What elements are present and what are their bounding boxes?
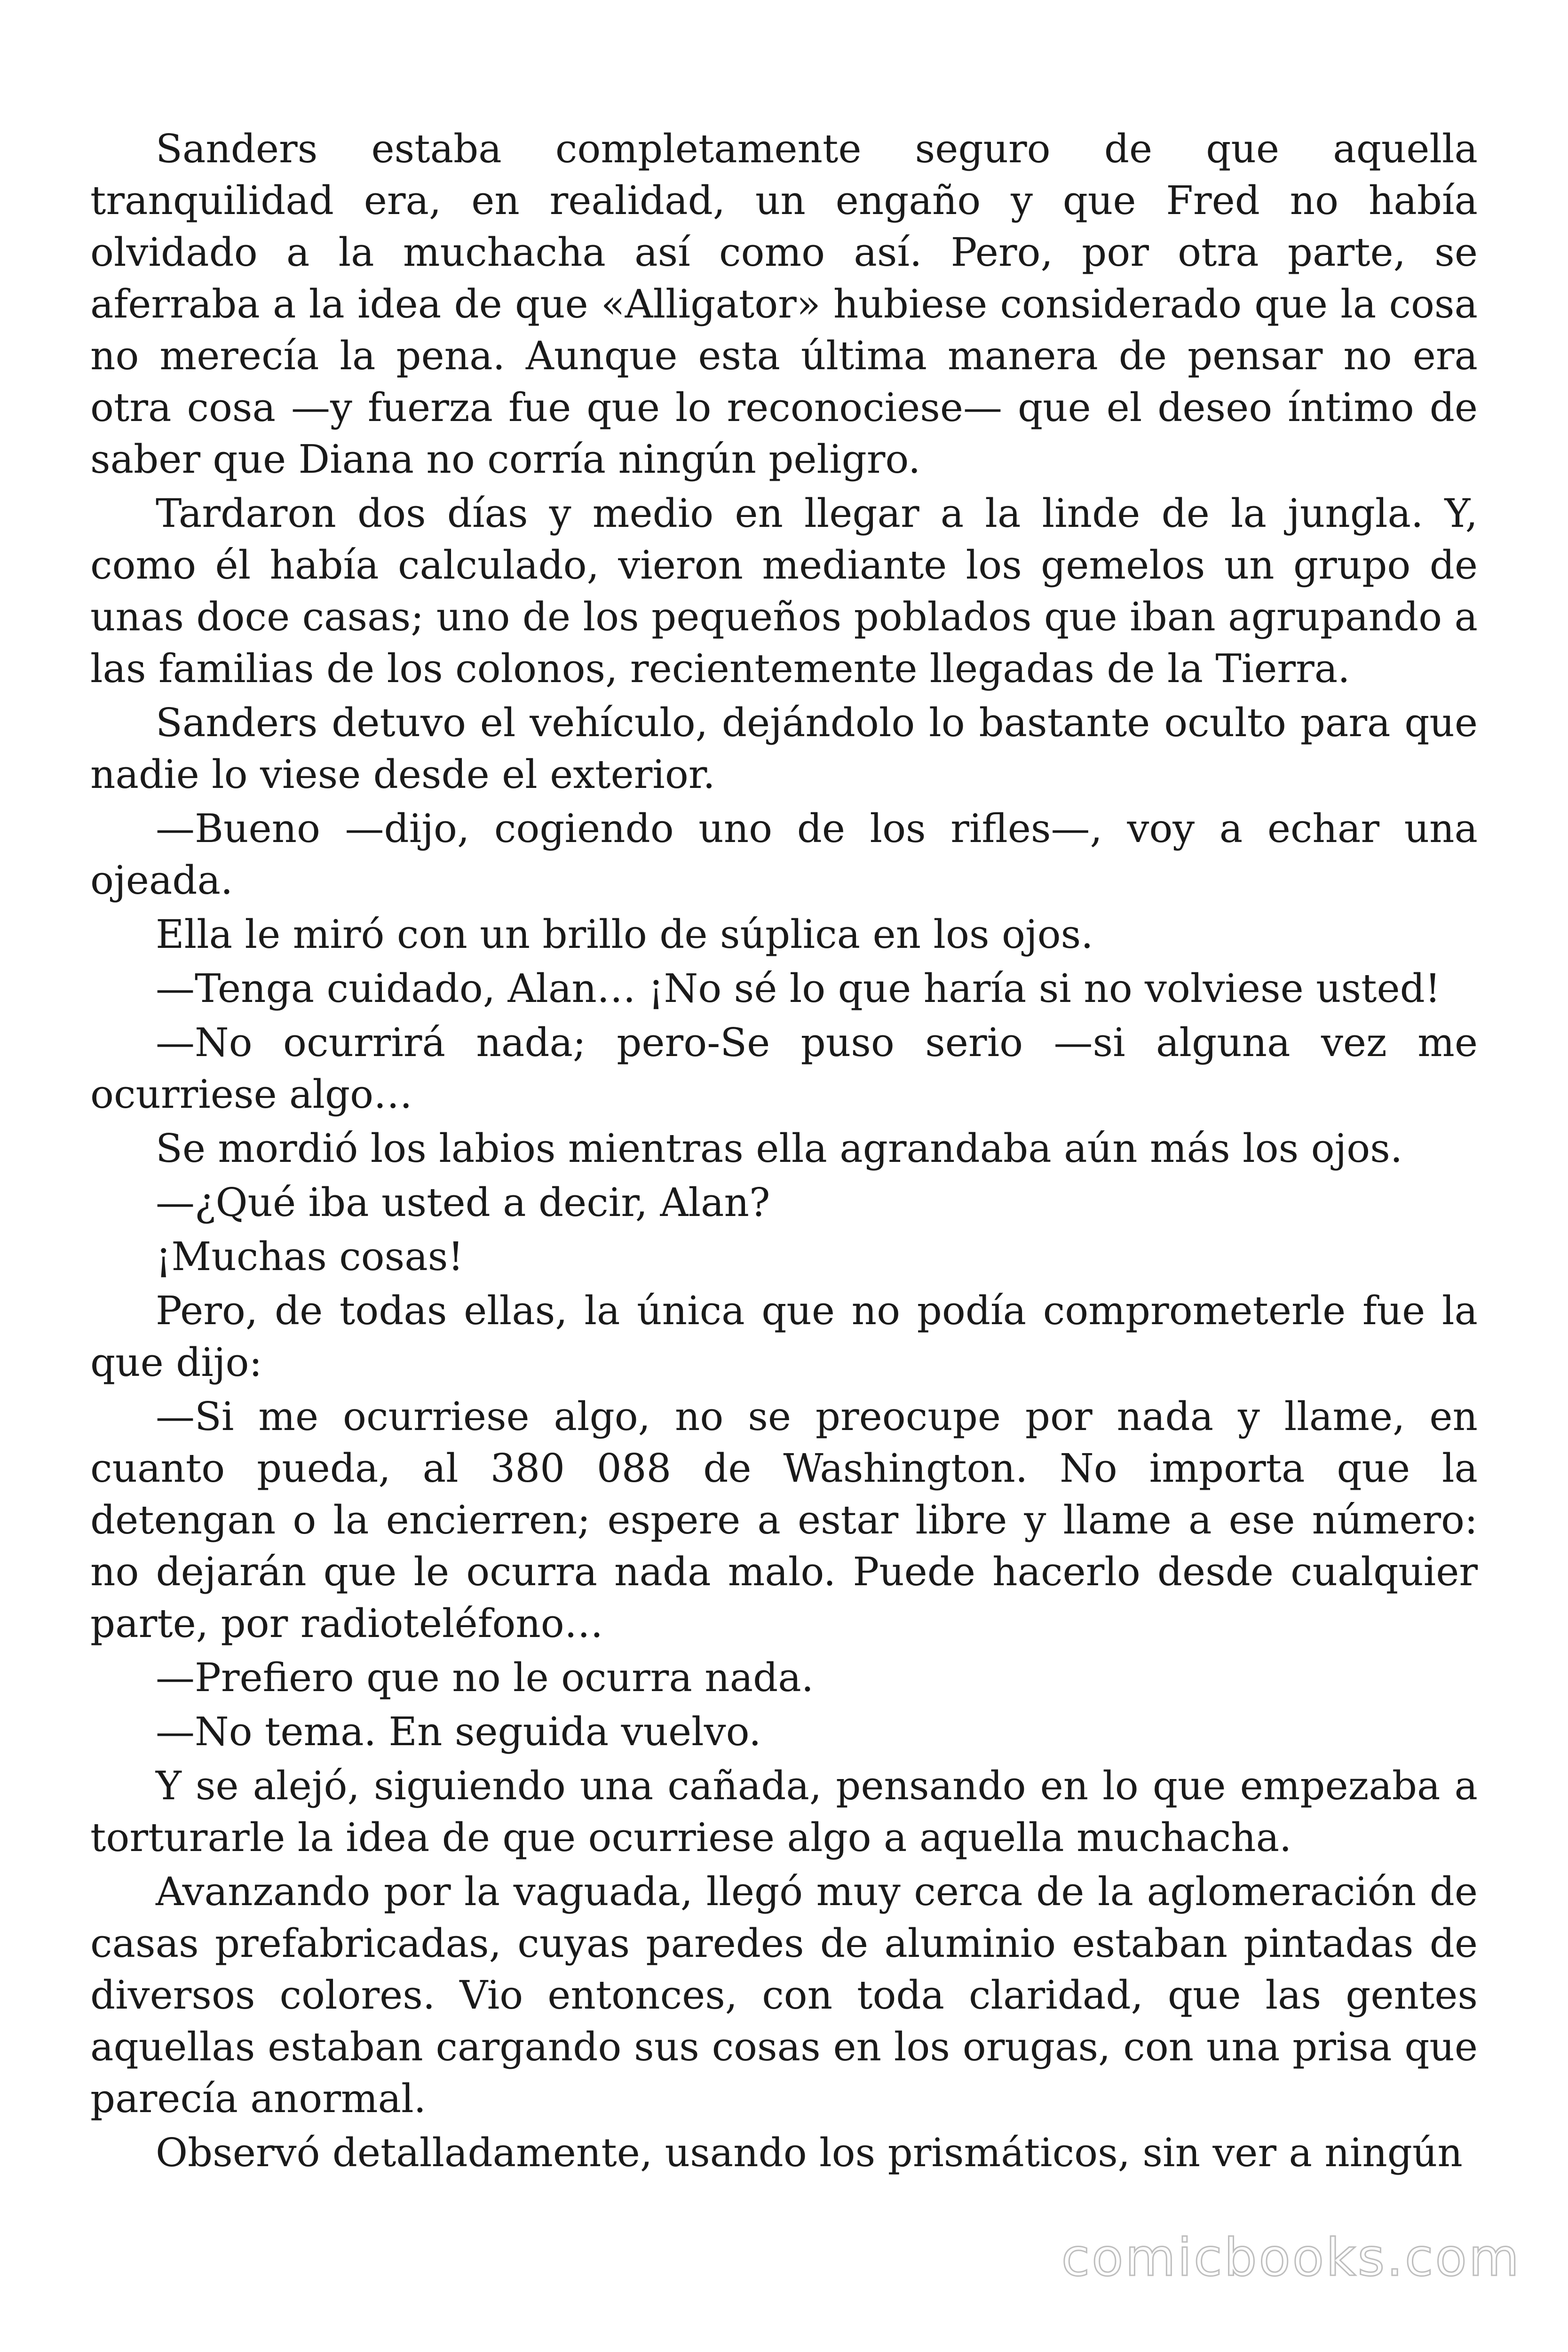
paragraph: Tardaron dos días y medio en llegar a la linde de la jungla. Y, como él había calculado, vieron mediante los gemelos un grupo de unas doce casas; uno de los pequeños poblados que iban agrupando a las familias de los colonos, recientemente llegadas de la Tierra.: [90, 491, 1478, 691]
paragraph: Avanzando por la vaguada, llegó muy cerca de la aglomeración de casas prefabricadas, cuyas paredes de aluminio estaban pintadas de diversos colores. Vio entonces, con toda claridad, que las gentes aquellas estaban cargando sus cosas en los orugas, con una prisa que parecía anormal.: [90, 1869, 1478, 2122]
paragraph: ¡Muchas cosas!: [156, 1234, 464, 1279]
paragraph: Sanders detuvo el vehículo, dejándolo lo bastante oculto para que nadie lo viese desde el exterior.: [90, 700, 1478, 797]
paragraph: Ella le miró con un brillo de súplica en los ojos.: [156, 912, 1093, 957]
paragraph-continued: Observó detalladamente, usando los prismáticos, sin ver a ningún: [156, 2130, 1463, 2176]
paragraph: —Tenga cuidado, Alan… ¡No sé lo que haría si no volviese usted!: [156, 966, 1441, 1011]
paragraph: Pero, de todas ellas, la única que no podía comprometerle fue la que dijo:: [90, 1288, 1478, 1385]
paragraph: Y se alejó, siguiendo una cañada, pensando en lo que empezaba a torturarle la idea de que ocurriese algo a aquella muchacha.: [90, 1763, 1478, 1860]
document-body: [90, 123, 1478, 2181]
paragraph: —Prefiero que no le ocurra nada.: [156, 1655, 814, 1700]
paragraph: —No tema. En seguida vuelvo.: [156, 1709, 761, 1755]
paragraph: Sanders estaba completamente seguro de que aquella tranquilidad era, en realidad, un engaño y que Fred no había olvidado a la muchacha así como así. Pero, por otra parte, se aferraba a la idea de que «Alligator» hubiese considerado que la cosa no merecía la pena. Aunque esta última manera de pensar no era otra cosa —y fuerza fue que lo reconociese— que el deseo íntimo de saber que Diana no corría ningún peligro.: [90, 126, 1478, 482]
watermark: comicbooks.com: [1061, 2227, 1521, 2288]
paragraph: —Bueno —dijo, cogiendo uno de los rifles—, voy a echar una ojeada.: [90, 806, 1478, 903]
paragraph: —Si me ocurriese algo, no se preocupe por nada y llame, en cuanto pueda, al 380 088 de Washington. No importa que la detengan o la encierren; espere a estar libre y llame a ese número: no dejarán que le ocurra nada malo. Puede hacerlo desde cualquier parte, por radioteléfono…: [90, 1394, 1478, 1646]
paragraph: —No ocurrirá nada; pero-Se puso serio —si alguna vez me ocurriese algo…: [90, 1020, 1478, 1117]
paragraph: —¿Qué iba usted a decir, Alan?: [156, 1180, 770, 1225]
paragraph: Se mordió los labios mientras ella agrandaba aún más los ojos.: [156, 1126, 1403, 1171]
